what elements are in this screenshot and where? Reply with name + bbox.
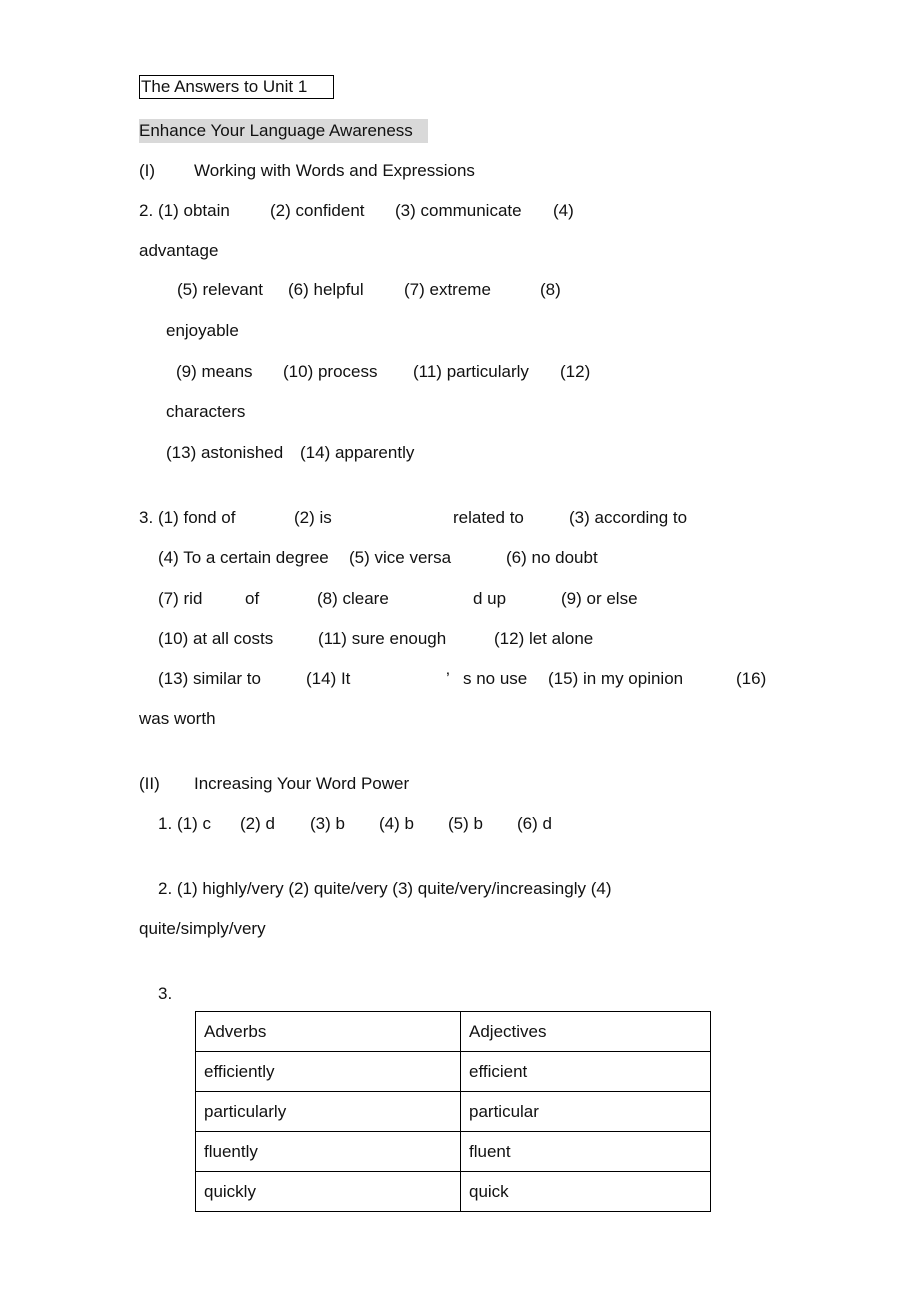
q3-answer: of [245,589,260,608]
q2-answer: (13) astonished [166,443,284,462]
table-row [196,1172,711,1212]
q3-answer: (9) or else [561,589,638,608]
q2-answer: (1) obtain [158,201,230,220]
p2-q3-number: 3. [158,984,173,1003]
q3-answer: (5) vice versa [349,548,452,567]
table-header-cell: Adjectives [461,1012,711,1052]
q3-number: 3. [139,508,154,527]
q2-answer: (9) means [176,362,253,381]
table-cell: particular [461,1092,711,1132]
q2-answer: (8) [540,280,561,299]
q3-answer: (16) [736,669,767,688]
q3-answer: (14) It [306,669,351,688]
table-row [196,1092,711,1132]
p2-q1-answer: (3) b [310,814,345,833]
part1-roman: (I) [139,161,156,180]
table-cell: particularly [196,1092,461,1132]
table-cell: quick [461,1172,711,1212]
table-cell: fluent [461,1132,711,1172]
table-row [196,1132,711,1172]
q2-answer: (7) extreme [404,280,491,299]
q3-answer: (13) similar to [158,669,261,688]
q3-answer: (10) at all costs [158,629,274,648]
table-cell: quickly [196,1172,461,1212]
q3-answer: (15) in my opinion [548,669,684,688]
q3-answer: (4) To a certain degree [158,548,329,567]
q3-answer: (8) cleare [317,589,389,608]
q2-answer: enjoyable [166,321,239,340]
p2-q1-number: 1. [158,814,173,833]
p2-q1-answer: (5) b [448,814,483,833]
p2-q1-answer: (6) d [517,814,552,833]
q2-answer: (10) process [283,362,378,381]
p2-q1-answer: (4) b [379,814,414,833]
part1-heading: Working with Words and Expressions [194,161,475,180]
p2-q2-line1: 2. (1) highly/very (2) quite/very (3) quite/very/increasingly (4) [158,879,612,898]
p2-q1-answer: (2) d [240,814,275,833]
section-heading-highlight [139,119,428,143]
table-cell: efficient [461,1052,711,1092]
q2-number: 2. [139,201,154,220]
table-row [196,1052,711,1092]
table-cell: efficiently [196,1052,461,1092]
q3-answer: (7) rid [158,589,203,608]
q3-answer: (12) let alone [494,629,594,648]
table-cell: fluently [196,1132,461,1172]
q2-answer: (2) confident [270,201,365,220]
document-title: The Answers to Unit 1 [141,77,308,96]
q3-answer: was worth [139,709,216,728]
section-heading: Enhance Your Language Awareness [139,121,413,140]
p2-q1-answer: (1) c [177,814,211,833]
q2-answer: (14) apparently [300,443,415,462]
word-forms-table [195,1011,711,1212]
q2-answer: (12) [560,362,591,381]
table-header-cell: Adverbs [196,1012,461,1052]
part2-heading: Increasing Your Word Power [194,774,410,793]
q3-answer: d up [473,589,507,608]
q3-answer: (11) sure enough [318,629,447,648]
q3-answer: related to [453,508,524,527]
q3-answer: (1) fond of [158,508,236,527]
part2-roman: (II) [139,774,160,793]
q2-answer: (3) communicate [395,201,522,220]
q3-answer: (2) is [294,508,332,527]
q3-answer: ’ [446,669,450,688]
q3-answer: (3) according to [569,508,688,527]
q3-answer: s no use [463,669,528,688]
q2-answer: advantage [139,241,219,260]
q2-answer: characters [166,402,246,421]
q2-answer: (5) relevant [177,280,263,299]
q3-answer: (6) no doubt [506,548,598,567]
q2-answer: (4) [553,201,574,220]
document-title-box [139,75,334,99]
q2-answer: (6) helpful [288,280,364,299]
p2-q2-line2: quite/simply/very [139,919,266,938]
table-header-row [196,1012,711,1052]
q2-answer: (11) particularly [413,362,529,381]
